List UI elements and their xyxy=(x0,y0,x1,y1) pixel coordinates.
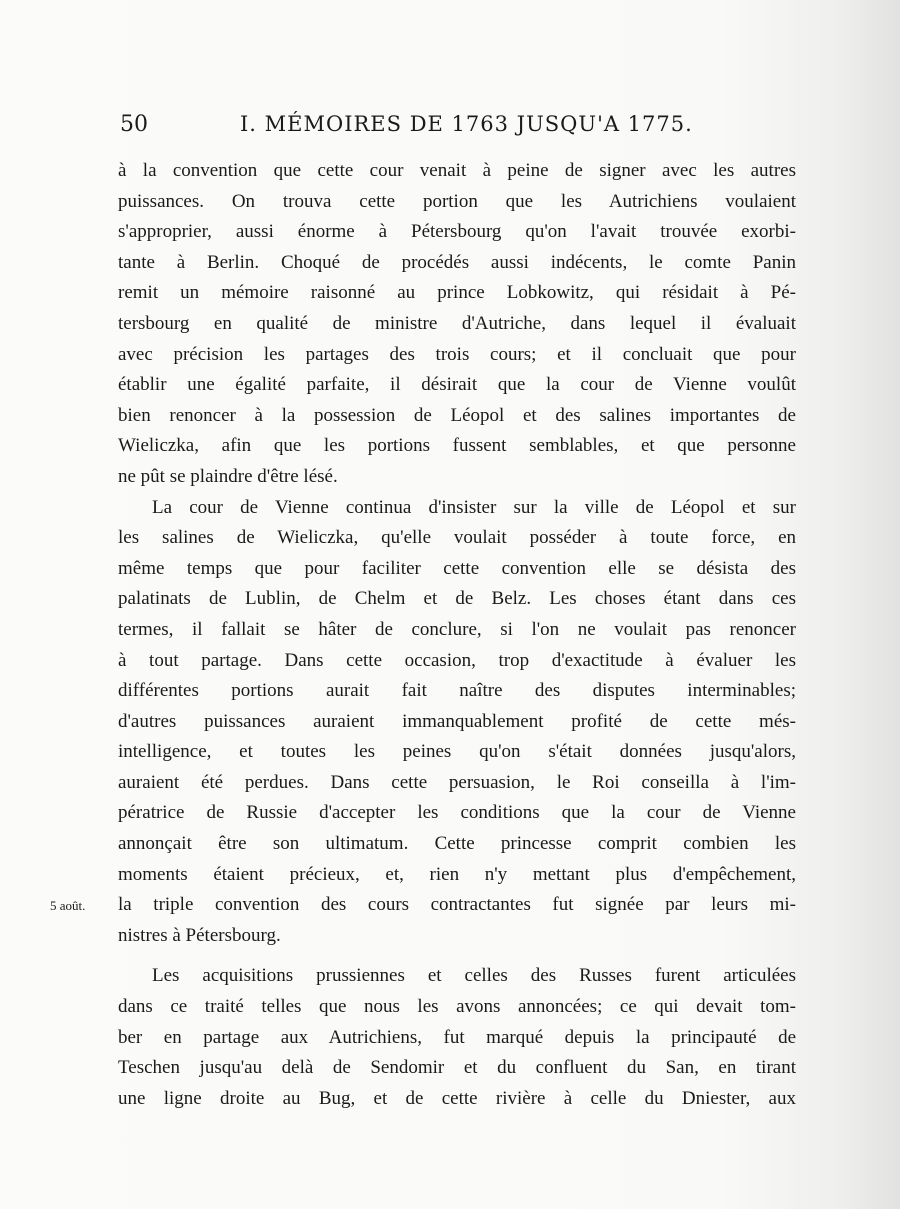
text-line: pératrice de Russie d'accepter les conditions que la cour de Vienne xyxy=(118,802,796,824)
text-line: La cour de Vienne continua d'insister sur la ville de Léopol et sur xyxy=(152,496,796,518)
text-line: annonçait être son ultimatum. Cette princesse comprit combien les xyxy=(118,833,796,855)
text-line: les salines de Wieliczka, qu'elle voulait posséder à toute force, en xyxy=(118,527,796,549)
text-line: nistres à Pétersbourg. xyxy=(118,924,281,946)
text-line: tersbourg en qualité de ministre d'Autriche, dans lequel il évaluait xyxy=(118,312,796,334)
text-line: auraient été perdues. Dans cette persuasion, le Roi conseilla à l'im- xyxy=(118,771,796,793)
margin-note-date: 5 août. xyxy=(50,898,86,913)
text-line: Les acquisitions prussiennes et celles des Russes furent articulées xyxy=(152,965,796,987)
text-line: avec précision les partages des trois cours; et il concluait que pour xyxy=(118,343,796,365)
text-line: puissances. On trouva cette portion que les Autrichiens voulaient xyxy=(118,190,796,212)
text-line: ber en partage aux Autrichiens, fut marqué depuis la principauté de xyxy=(118,1026,796,1048)
text-line: s'approprier, aussi énorme à Pétersbourg qu'on l'avait trouvée exorbi- xyxy=(118,221,796,243)
paragraph-gap xyxy=(118,951,796,961)
text-line: tante à Berlin. Choqué de procédés aussi indécents, le comte Panin xyxy=(118,251,796,273)
text-line: moments étaient précieux, et, rien n'y mettant plus d'empêchement, xyxy=(118,863,796,885)
page-number: 50 xyxy=(120,112,148,137)
text-line: établir une égalité parfaite, il désirait que la cour de Vienne voulût xyxy=(118,374,796,396)
text-line: Teschen jusqu'au delà de Sendomir et du confluent du San, en tirant xyxy=(118,1057,796,1079)
text-line: d'autres puissances auraient immanquablement profité de cette més- xyxy=(118,710,796,732)
text-line: à tout partage. Dans cette occasion, trop d'exactitude à évaluer les xyxy=(118,649,796,671)
text-line: même temps que pour faciliter cette convention elle se désista des xyxy=(118,557,796,579)
text-line: dans ce traité telles que nous les avons annoncées; ce qui devait tom- xyxy=(118,996,796,1018)
body-text xyxy=(118,156,796,1114)
page-header xyxy=(120,112,796,142)
running-head: I. MÉMOIRES DE 1763 JUSQU'A 1775. xyxy=(240,112,693,136)
text-line: une ligne droite au Bug, et de cette rivière à celle du Dniester, aux xyxy=(118,1087,796,1109)
text-line: à la convention que cette cour venait à peine de signer avec les autres xyxy=(118,160,796,181)
text-line: palatinats de Lublin, de Chelm et de Belz. Les choses étant dans ces xyxy=(118,588,796,610)
text-line: intelligence, et toutes les peines qu'on s'était données jusqu'alors, xyxy=(118,741,796,763)
text-line: bien renoncer à la possession de Léopol et des salines importantes de xyxy=(118,404,796,426)
text-line: la triple convention des cours contractantes fut signée par leurs mi- xyxy=(118,894,796,916)
text-line: Wieliczka, afin que les portions fussent semblables, et que personne xyxy=(118,435,796,457)
text-line: ne pût se plaindre d'être lésé. xyxy=(118,465,338,487)
text-line: termes, il fallait se hâter de conclure, si l'on ne voulait pas renoncer xyxy=(118,618,796,640)
text-line: différentes portions aurait fait naître des disputes interminables; xyxy=(118,680,796,702)
text-line: remit un mémoire raisonné au prince Lobkowitz, qui résidait à Pé- xyxy=(118,282,796,304)
